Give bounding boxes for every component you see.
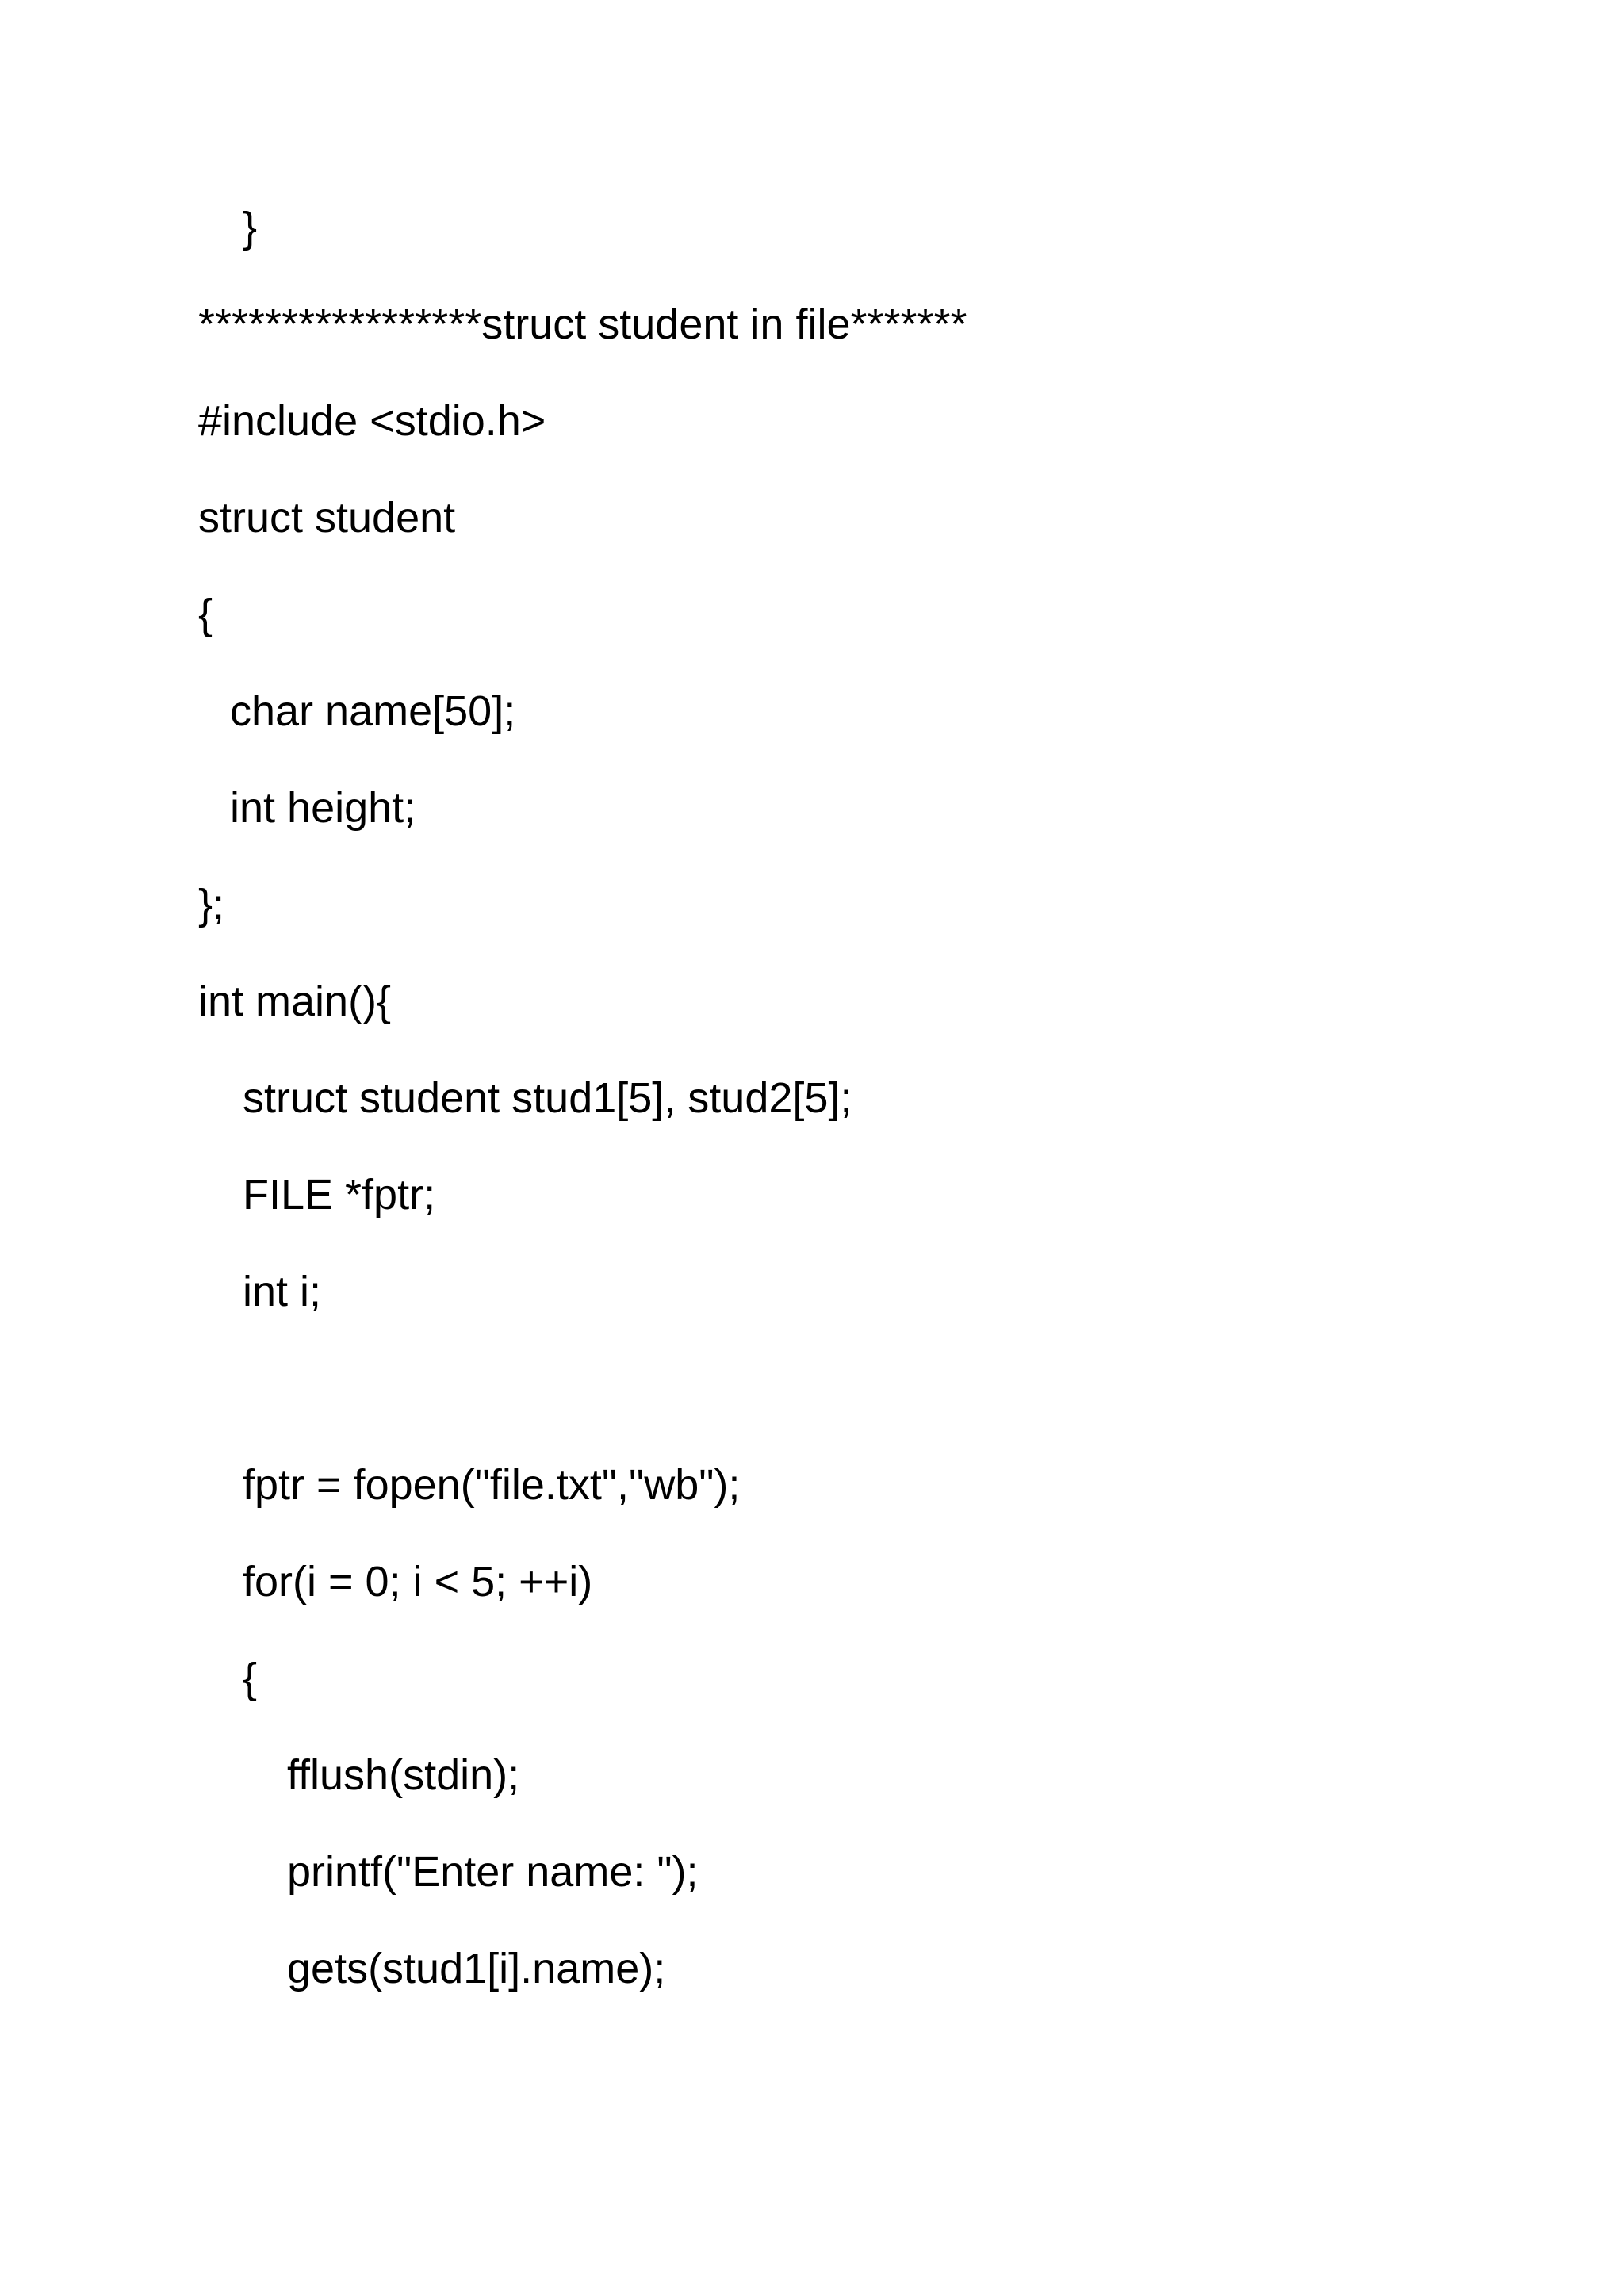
code-line: int height; (230, 784, 416, 832)
code-line: { (243, 1655, 258, 1702)
code-line: int main(){ (198, 978, 392, 1025)
code-line: struct student (198, 494, 456, 541)
section-heading: *****************struct student in file******* (198, 300, 967, 348)
code-line: struct student stud1[5], stud2[5]; (243, 1074, 852, 1122)
code-line: printf("Enter name: "); (287, 1848, 699, 1896)
code-line: { (198, 591, 213, 638)
code-line: char name[50]; (230, 687, 516, 735)
code-line: FILE *fptr; (243, 1171, 436, 1219)
code-line: gets(stud1[i].name); (287, 1945, 666, 1992)
code-line: } (243, 204, 258, 251)
code-line: for(i = 0; i < 5; ++i) (243, 1558, 593, 1605)
code-line: fflush(stdin); (287, 1751, 520, 1799)
code-line: #include <stdio.h> (198, 397, 546, 445)
code-line: fptr = fopen("file.txt","wb"); (243, 1461, 741, 1509)
code-line: }; (198, 881, 225, 928)
code-line: int i; (243, 1268, 322, 1315)
